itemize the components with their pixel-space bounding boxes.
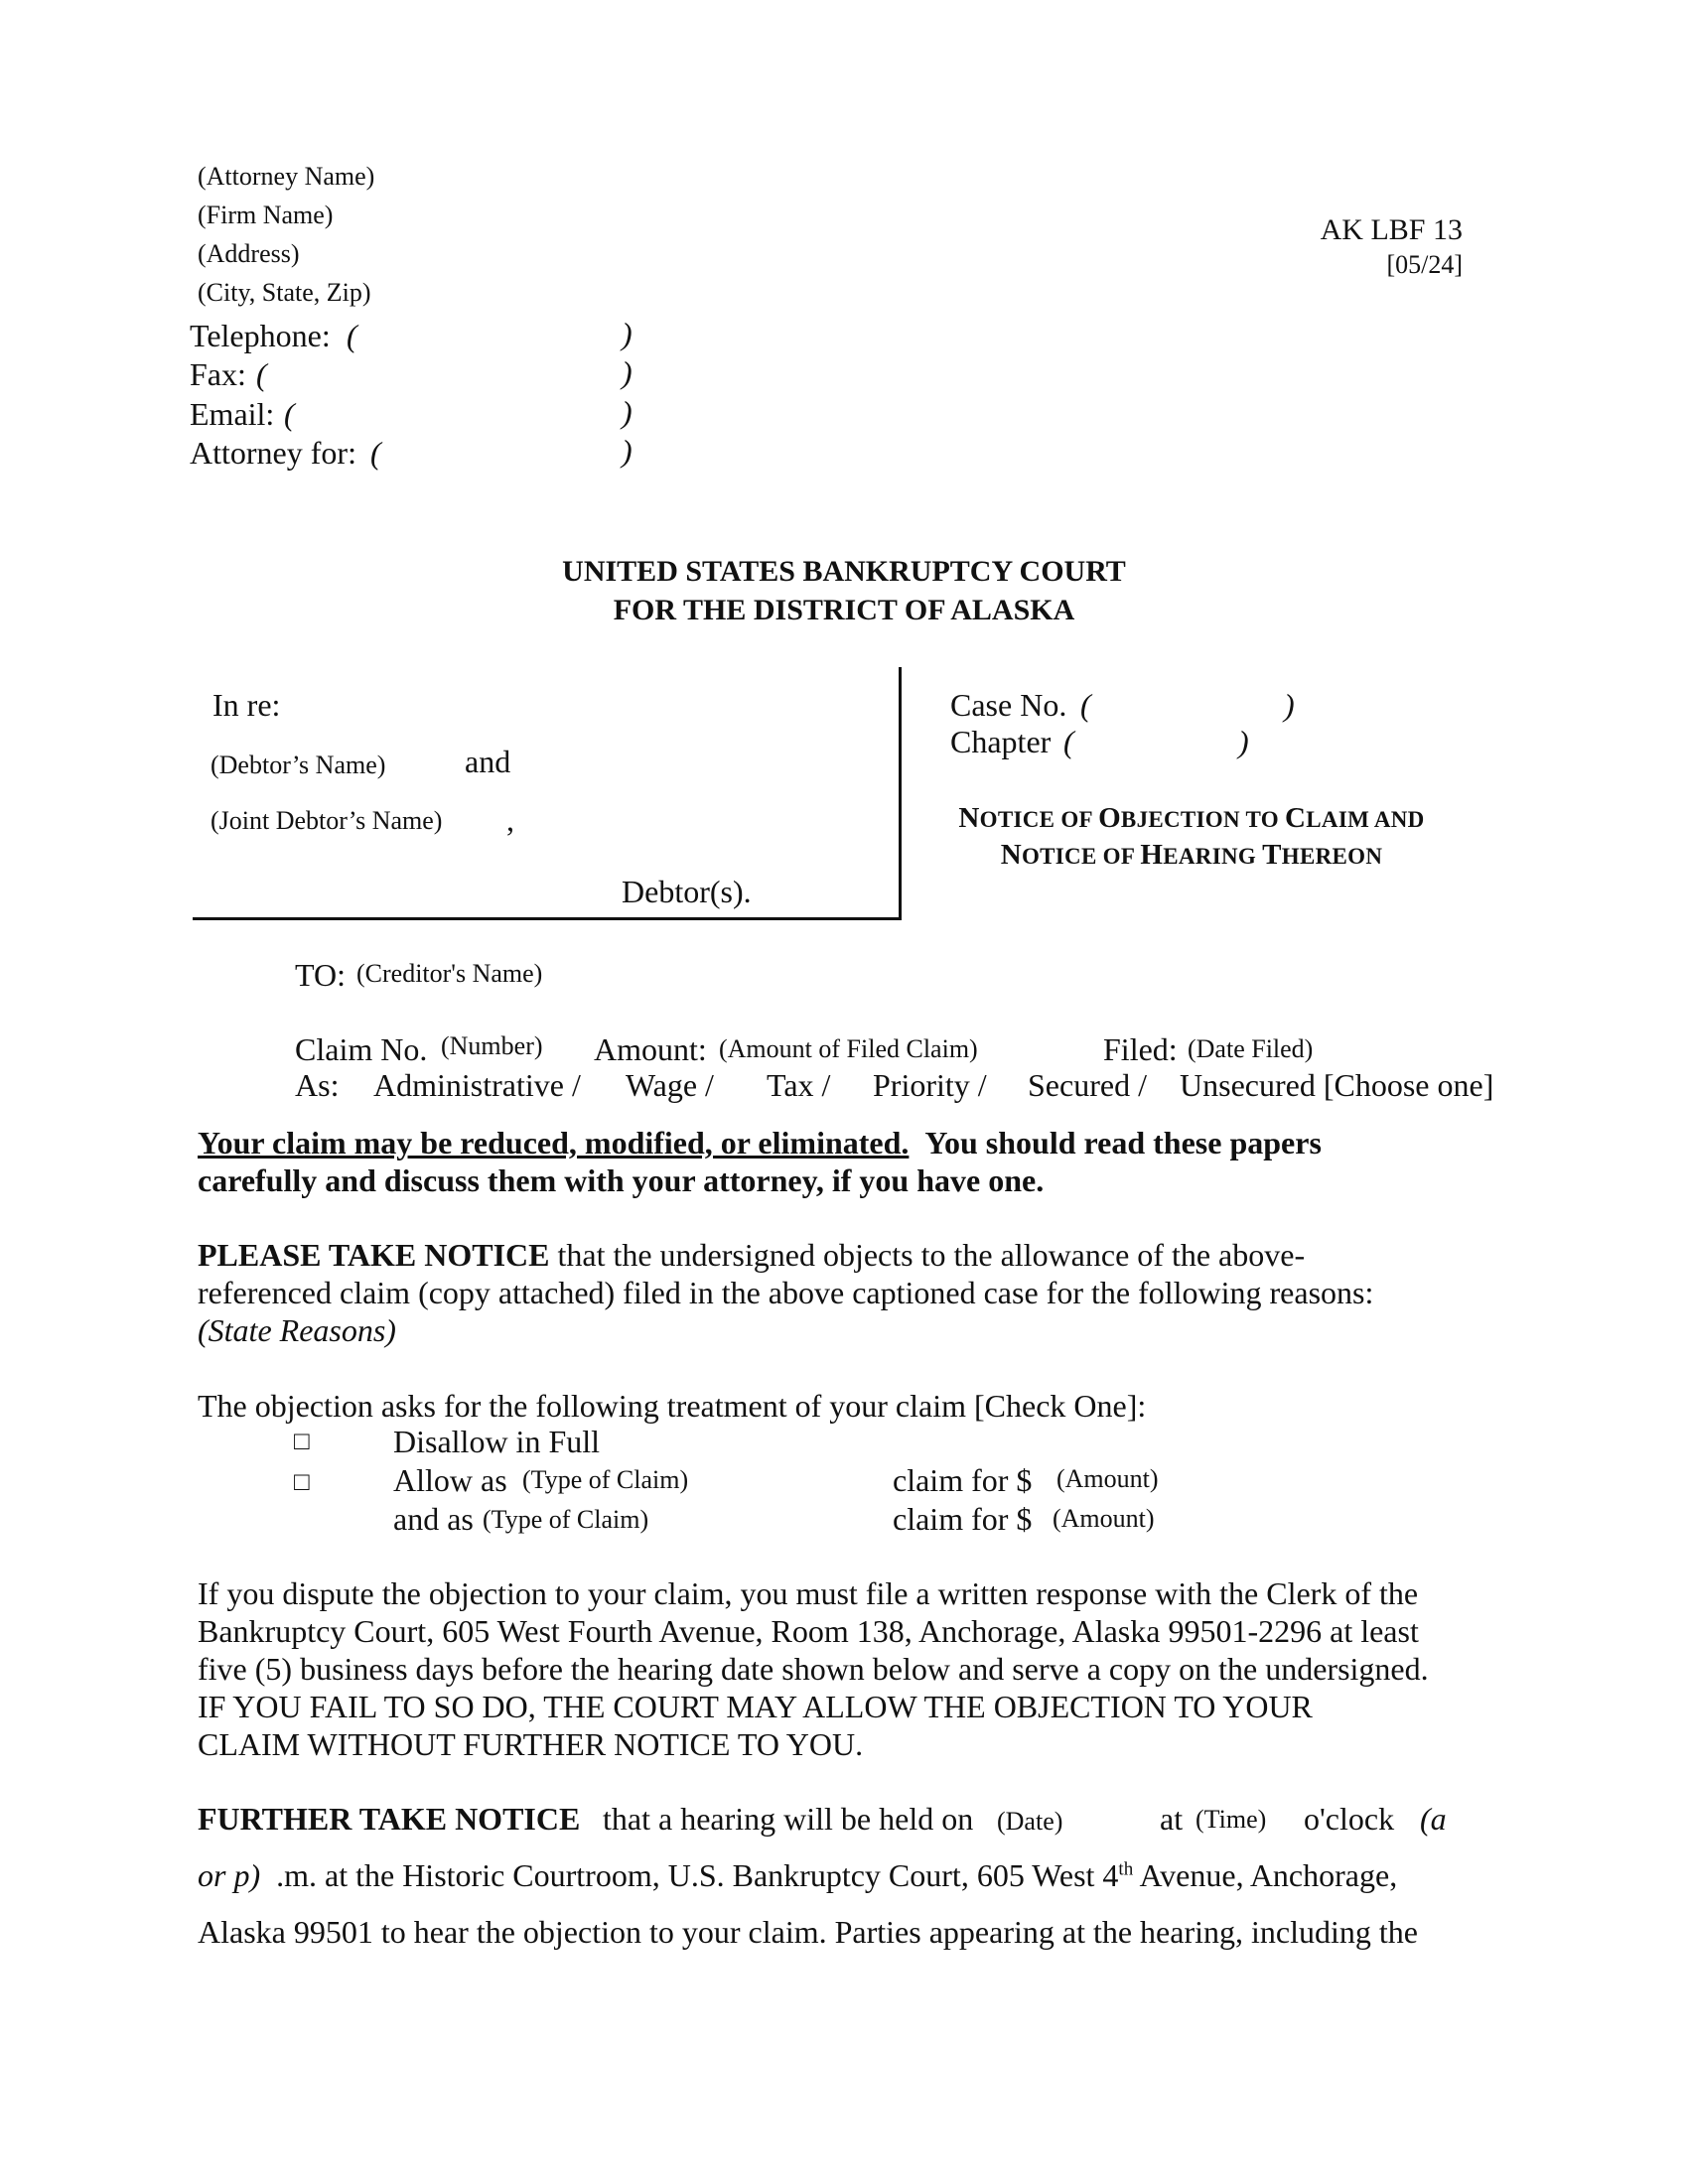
joint-debtor-name: (Joint Debtor’s Name) xyxy=(211,806,443,835)
option-disallow-in-full: Disallow in Full xyxy=(393,1424,601,1459)
claim-type-wage: Wage / xyxy=(626,1067,714,1103)
email-open-paren: ( xyxy=(284,396,295,432)
attorney-for-close-paren: ) xyxy=(622,433,633,469)
form-id: AK LBF 13 xyxy=(1320,213,1463,246)
option-allow-as: Allow as xyxy=(393,1462,507,1498)
hearing-text2b: Avenue, Anchorage, xyxy=(1133,1857,1398,1893)
and-as-amount: (Amount) xyxy=(1053,1504,1155,1533)
allow-type-of-claim: (Type of Claim) xyxy=(522,1465,689,1494)
notice-title-line2-part: N xyxy=(1000,839,1022,871)
fax-open-paren: ( xyxy=(256,356,267,392)
notice-title-line1 xyxy=(923,802,1460,835)
dispute-line5: CLAIM WITHOUT FURTHER NOTICE TO YOU. xyxy=(198,1726,864,1762)
telephone-open-paren: ( xyxy=(347,318,357,353)
notice-title-line2-part: H xyxy=(1140,839,1164,871)
warning-rest: You should read these papers xyxy=(924,1125,1322,1160)
notice-title-line1-part: N xyxy=(958,802,980,834)
hearing-at: at xyxy=(1160,1801,1184,1837)
creditor-name: (Creditor's Name) xyxy=(356,959,543,988)
caption-bottom-rule xyxy=(193,917,902,920)
as-label: As: xyxy=(295,1067,340,1103)
hearing-date: (Date) xyxy=(997,1807,1063,1836)
notice-title-line1-part: OTICE OF xyxy=(979,807,1099,832)
email-close-paren: ) xyxy=(622,394,633,430)
warning-line1 xyxy=(198,1125,1322,1161)
case-no-label: Case No. xyxy=(950,687,1067,723)
filed-value: (Date Filed) xyxy=(1188,1034,1314,1063)
dispute-line1: If you dispute the objection to your claim, you must file a written response with the Clerk of the xyxy=(198,1575,1419,1611)
notice-title-line2 xyxy=(923,839,1460,872)
city-state-zip: (City, State, Zip) xyxy=(198,278,371,307)
checkbox-allow[interactable]: □ xyxy=(294,1467,310,1496)
claim-type-unsecured: Unsecured [Choose one] xyxy=(1180,1067,1494,1103)
notice-title-line1-part: O xyxy=(1098,802,1121,834)
hearing-time: (Time) xyxy=(1196,1805,1267,1834)
claim-type-secured: Secured / xyxy=(1028,1067,1147,1103)
claim-no-value: (Number) xyxy=(441,1031,543,1060)
notice-text1: that the undersigned objects to the allowance of the above- xyxy=(557,1237,1306,1273)
amount-value: (Amount of Filed Claim) xyxy=(719,1034,978,1063)
claim-no-label: Claim No. xyxy=(295,1031,428,1067)
amount-label: Amount: xyxy=(594,1031,707,1067)
hearing-a-open: (a xyxy=(1420,1801,1447,1837)
address: (Address) xyxy=(198,239,300,268)
hearing-lead: FURTHER TAKE NOTICE xyxy=(198,1801,581,1837)
allow-amount: (Amount) xyxy=(1056,1464,1159,1493)
case-no-open-paren: ( xyxy=(1080,687,1091,723)
and-as-claim-for: claim for $ xyxy=(893,1501,1033,1537)
notice-title-line1-part: LAIM AND xyxy=(1306,807,1425,832)
chapter-close-paren: ) xyxy=(1238,724,1249,759)
telephone-label: Telephone: xyxy=(190,318,331,353)
notice-lead: PLEASE TAKE NOTICE xyxy=(198,1237,550,1273)
debtor-name: (Debtor’s Name) xyxy=(211,751,386,779)
dispute-line2: Bankruptcy Court, 605 West Fourth Avenue, Room 138, Anchorage, Alaska 99501-2296 at least xyxy=(198,1613,1419,1649)
checkbox-disallow[interactable]: □ xyxy=(294,1427,310,1455)
fax-label: Fax: xyxy=(190,356,246,392)
attorney-for-open-paren: ( xyxy=(370,435,381,471)
filed-label: Filed: xyxy=(1103,1031,1178,1067)
state-reasons: (State Reasons) xyxy=(198,1312,396,1348)
and-label: and xyxy=(465,744,511,779)
court-title-line1: UNITED STATES BANKRUPTCY COURT xyxy=(562,555,1126,588)
case-no-close-paren: ) xyxy=(1284,687,1295,723)
in-re-label: In re: xyxy=(212,687,281,723)
chapter-open-paren: ( xyxy=(1063,724,1074,759)
hearing-line2 xyxy=(198,1857,1397,1894)
hearing-th: th xyxy=(1118,1858,1134,1880)
claim-type-priority: Priority / xyxy=(873,1067,987,1103)
debtors-label: Debtor(s). xyxy=(622,874,752,909)
notice-title-line2-part: OTICE OF xyxy=(1021,844,1141,869)
hearing-line3: Alaska 99501 to hear the objection to your claim. Parties appearing at the hearing, including the xyxy=(198,1914,1418,1950)
caption-vertical-rule xyxy=(899,667,902,920)
attorney-for-label: Attorney for: xyxy=(190,435,356,471)
court-title-line2: FOR THE DISTRICT OF ALASKA xyxy=(613,594,1075,626)
warning-underlined: Your claim may be reduced, modified, or eliminated. xyxy=(198,1125,910,1160)
notice-title-line2-part: T xyxy=(1262,839,1282,871)
notice-line1 xyxy=(198,1237,1305,1274)
hearing-text1: that a hearing will be held on xyxy=(603,1801,974,1837)
firm-name: (Firm Name) xyxy=(198,201,334,229)
form-date: [05/24] xyxy=(1386,250,1463,279)
option-and-as: and as xyxy=(393,1501,474,1537)
notice-line2: referenced claim (copy attached) filed in the above captioned case for the following reasons: xyxy=(198,1275,1374,1310)
chapter-label: Chapter xyxy=(950,724,1052,759)
email-label: Email: xyxy=(190,396,275,432)
notice-title-line1-part: C xyxy=(1285,802,1307,834)
to-label: TO: xyxy=(295,957,346,993)
joint-debtor-comma: , xyxy=(506,802,514,838)
allow-claim-for: claim for $ xyxy=(893,1462,1033,1498)
attorney-name: (Attorney Name) xyxy=(198,162,375,191)
hearing-text2a: .m. at the Historic Courtroom, U.S. Bankruptcy Court, 605 West 4 xyxy=(276,1857,1119,1893)
claim-type-administrative: Administrative / xyxy=(373,1067,581,1103)
dispute-line3: five (5) business days before the hearing date shown below and serve a copy on the undersigned. xyxy=(198,1651,1429,1687)
fax-close-paren: ) xyxy=(622,354,633,390)
notice-title-line1-part: BJECTION TO xyxy=(1120,807,1286,832)
hearing-or-p: or p) xyxy=(198,1857,261,1893)
notice-title-line2-part: EARING xyxy=(1163,844,1263,869)
claim-type-tax: Tax / xyxy=(767,1067,831,1103)
notice-title-line2-part: HEREON xyxy=(1281,844,1383,869)
treatment-intro: The objection asks for the following treatment of your claim [Check One]: xyxy=(198,1388,1147,1424)
hearing-oclock: o'clock xyxy=(1304,1801,1395,1837)
dispute-line4: IF YOU FAIL TO SO DO, THE COURT MAY ALLOW THE OBJECTION TO YOUR xyxy=(198,1689,1313,1724)
telephone-close-paren: ) xyxy=(622,316,633,351)
and-as-type-of-claim: (Type of Claim) xyxy=(483,1505,649,1534)
warning-line2: carefully and discuss them with your attorney, if you have one. xyxy=(198,1162,1045,1198)
